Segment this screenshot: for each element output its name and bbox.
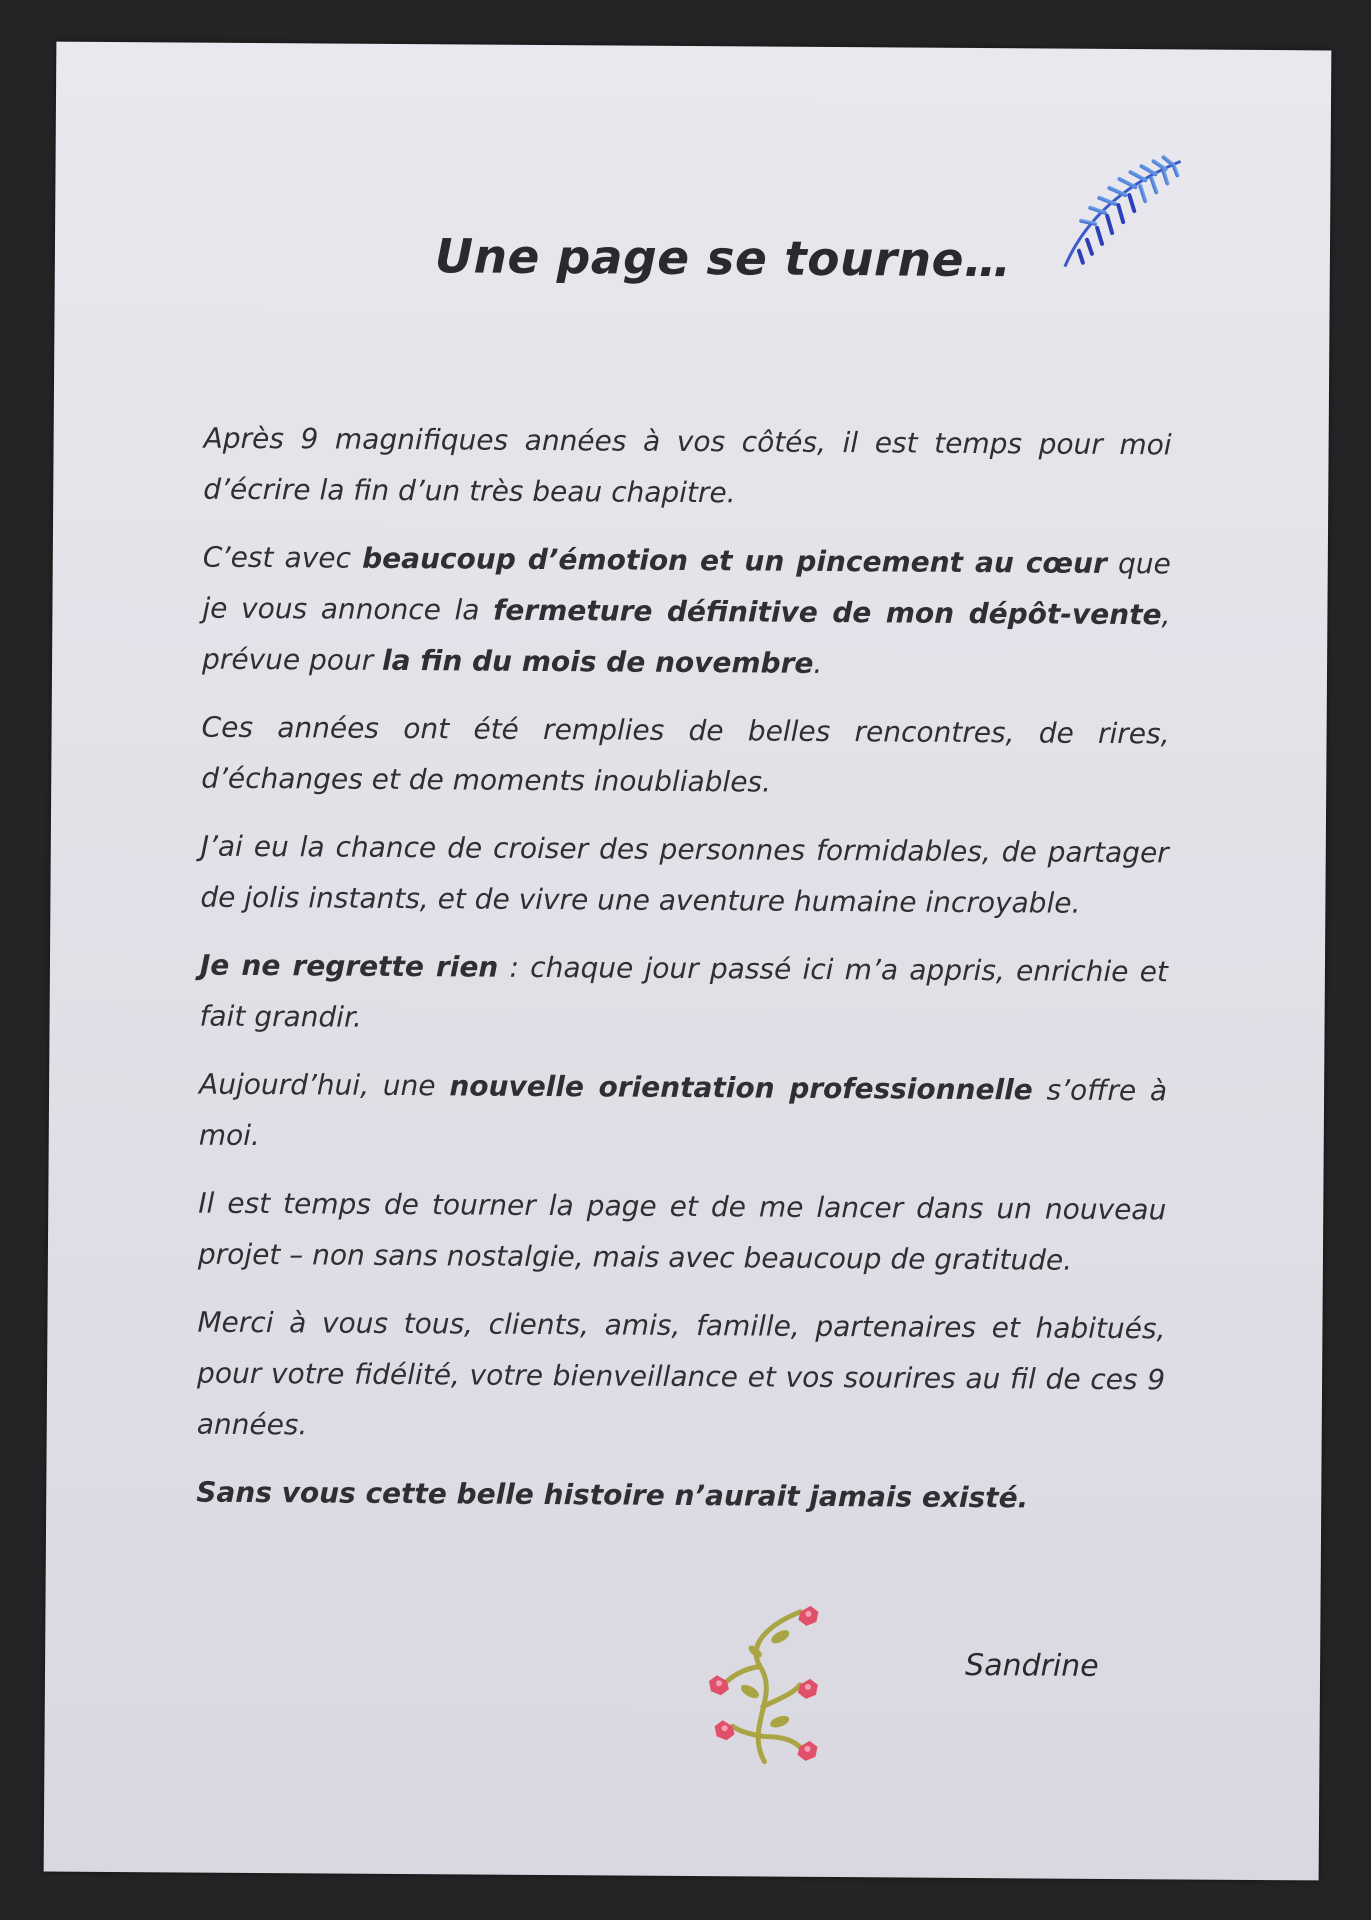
paragraph-text: Il est temps de tourner la page et de me lancer dans un nouveau projet – non sans nostalgie, mais avec beaucoup de gratitude. [197, 1186, 1167, 1277]
paragraph [202, 532, 1171, 692]
paragraph-text: Ces années ont été remplies de belles rencontres, de rires, d’échanges et de moments inoubliables. [201, 710, 1170, 799]
paragraph-text: : chaque jour passé ici m’a appris, enrichie et fait grandir. [199, 950, 1169, 1034]
paragraph [201, 702, 1170, 811]
paragraph-emphasis: fermeture définitive de mon dépôt-vente [493, 593, 1162, 632]
paragraph [200, 821, 1169, 930]
signature: Sandrine [964, 1647, 1099, 1684]
paragraph-text: . [813, 646, 823, 680]
paragraph-emphasis: la fin du mois de novembre [382, 643, 814, 680]
paragraph-text: Merci à vous tous, clients, amis, famille, partenaires et habitués, pour votre fidélité, votre bienveillance et vos sourires au fil de ces 9 années. [196, 1305, 1166, 1442]
paragraph [198, 1178, 1167, 1287]
page-title: Une page se tourne… [434, 229, 1012, 289]
paragraph-emphasis: beaucoup d’émotion et un pincement au cœur [362, 541, 1107, 580]
paragraph [203, 413, 1172, 522]
feather-icon [1055, 149, 1186, 280]
paragraph-emphasis: nouvelle orientation professionnelle [449, 1069, 1033, 1107]
paragraph-text: Après 9 magnifiques années à vos côtés, il est temps pour moi d’écrire la fin d’un très beau chapitre. [203, 421, 1172, 510]
paragraph-emphasis: Je ne regrette rien [199, 948, 499, 984]
paragraph [199, 940, 1168, 1049]
letter-page [44, 42, 1332, 1881]
letter-body [196, 413, 1172, 1542]
paragraph-text: C’est avec [202, 540, 363, 575]
paragraph-text: , prévue pour [201, 598, 1171, 677]
paragraph [199, 1059, 1168, 1168]
paragraph-text: que je vous annonce la [202, 546, 1171, 627]
closing-line [196, 1467, 1164, 1525]
flower-branch-icon [704, 1596, 855, 1767]
paragraph-text: J’ai eu la chance de croiser des personnes formidables, de partager de jolis instants, et de vivre une aventure humaine incroyable. [200, 829, 1169, 920]
paragraph [197, 1297, 1166, 1457]
paragraph-emphasis: Sans vous cette belle histoire n’aurait jamais existé. [196, 1475, 1029, 1515]
paragraph-text: s’offre à moi. [198, 1073, 1168, 1153]
paragraph-text: Aujourd’hui, une [199, 1067, 450, 1103]
